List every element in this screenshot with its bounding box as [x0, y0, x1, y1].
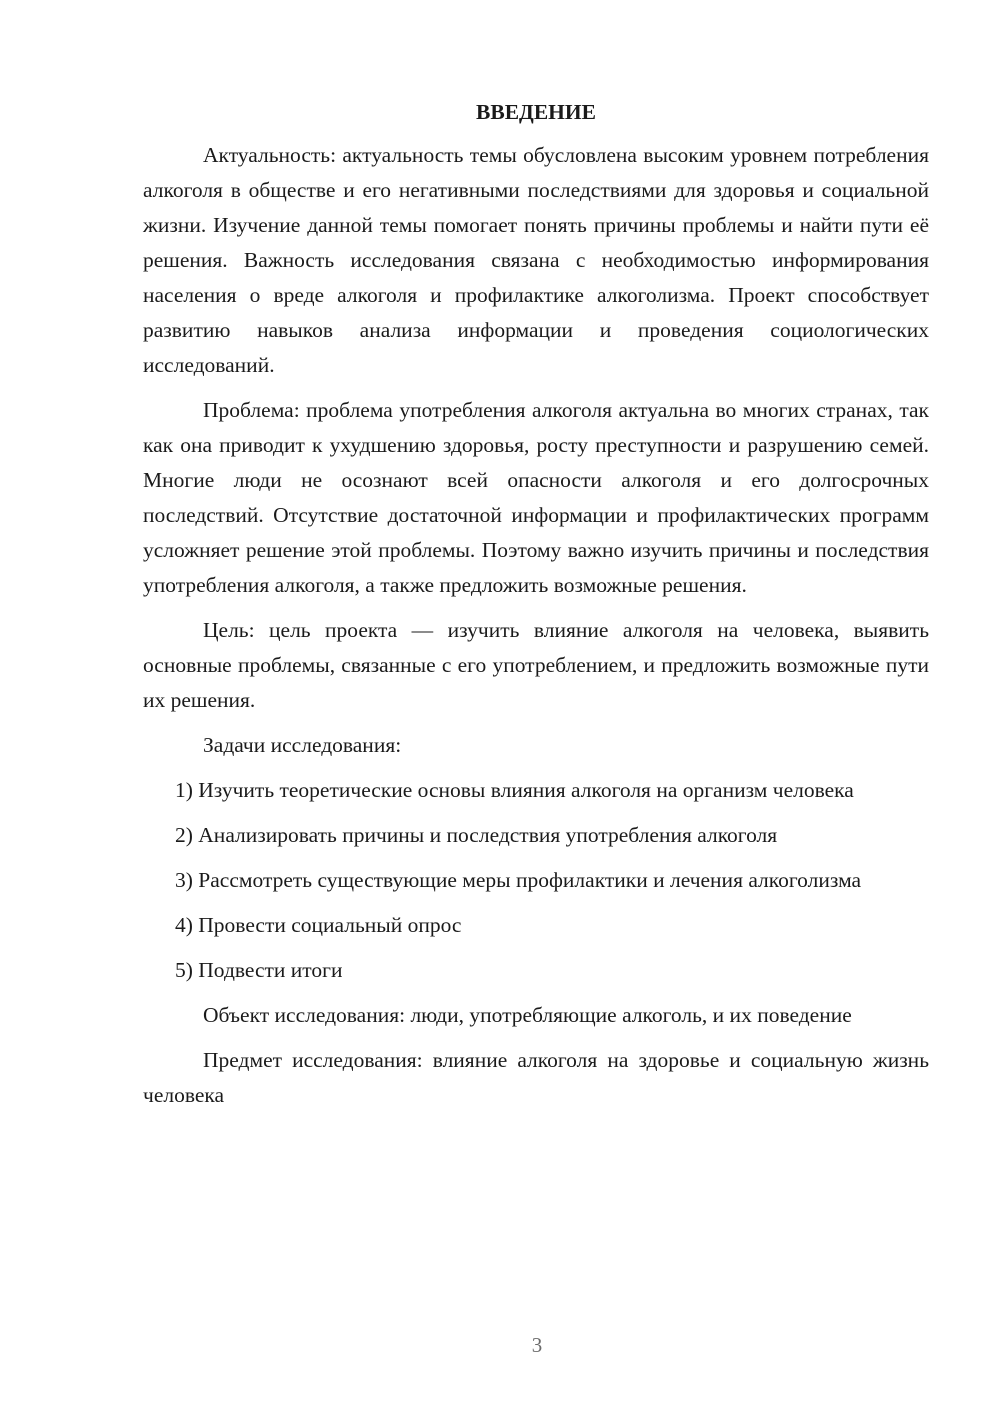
relevance-paragraph: Актуальность: актуальность темы обусловлена высоким уровнем потребления алкоголя в обществе и его негативными последствиями для здоровья и социальной жизни. Изучение данной темы помогает понять причины проблемы и найти пути её решения. Важность исследования связана с необходимостью информирования населения о вреде алкоголя и профилактике алкоголизма. Проект способствует развитию навыков анализа информации и проведения социологических исследований.	[143, 143, 929, 377]
task-item: 4) Провести социальный опрос	[175, 913, 462, 937]
tasks-title: Задачи исследования:	[203, 733, 402, 757]
goal-paragraph: Цель: цель проекта — изучить влияние алкоголя на человека, выявить основные проблемы, связанные с его употреблением, и предложить возможные пути их решения.	[143, 618, 929, 712]
task-item: 1) Изучить теоретические основы влияния алкоголя на организм человека	[175, 778, 854, 802]
page-content	[143, 96, 929, 1123]
task-item: 5) Подвести итоги	[175, 958, 343, 982]
subject-paragraph: Предмет исследования: влияние алкоголя на здоровье и социальную жизнь человека	[143, 1048, 929, 1107]
page-number: 3	[531, 1333, 543, 1357]
task-item: 3) Рассмотреть существующие меры профилактики и лечения алкоголизма	[175, 868, 862, 892]
section-heading: ВВЕДЕНИЕ	[476, 100, 596, 124]
task-item: 2) Анализировать причины и последствия употребления алкоголя	[175, 823, 778, 847]
object-paragraph: Объект исследования: люди, употребляющие алкоголь, и их поведение	[203, 1003, 852, 1027]
problem-paragraph: Проблема: проблема употребления алкоголя актуальна во многих странах, так как она приводит к ухудшению здоровья, росту преступности и разрушению семей. Многие люди не осознают всей опасности алкоголя и его долгосрочных последствий. Отсутствие достаточной информации и профилактических программ усложняет решение этой проблемы. Поэтому важно изучить причины и последствия употребления алкоголя, а также предложить возможные решения.	[143, 398, 929, 597]
